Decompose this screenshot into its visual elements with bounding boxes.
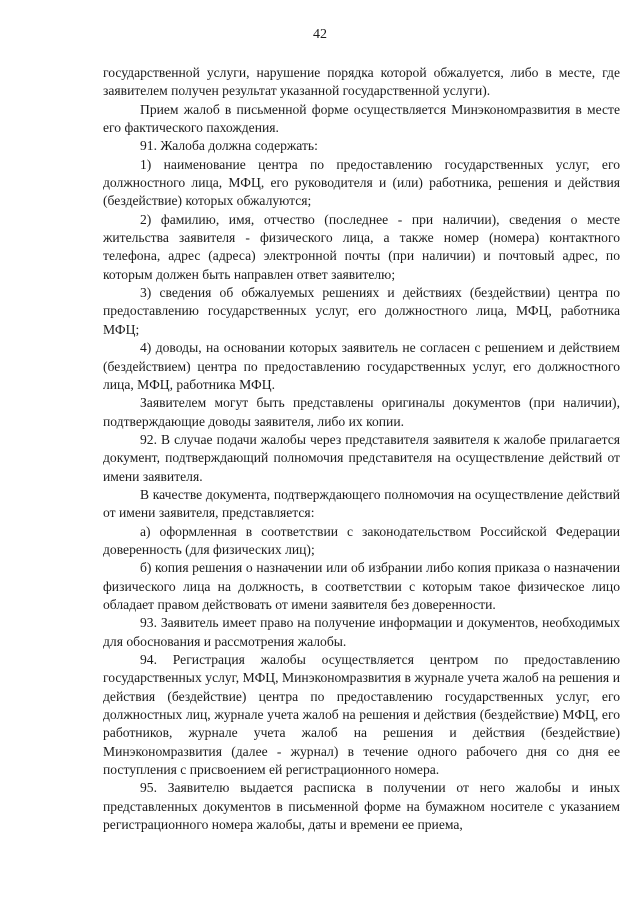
paragraph: Заявителем могут быть представлены оригиналы документов (при наличии), подтверждающие доводы заявителя, либо их копии. — [103, 395, 620, 429]
page-number: 42 — [313, 27, 327, 42]
list-item: б) копия решения о назначении или об избрании либо копия приказа о назначении физического лица на должность, в соответствии с которым такое физическое лицо обладает правом действовать от имени заявителя без доверенности. — [103, 560, 620, 612]
list-item: 4) доводы, на основании которых заявитель не согласен с решением и действием (бездействием) центра по предоставлению государственных услуг, его должностного лица, МФЦ, работника МФЦ. — [103, 340, 620, 392]
list-item: а) оформленная в соответствии с законодательством Российской Федерации доверенность (для физических лиц); — [103, 523, 620, 557]
paragraph-clause-95: 95. Заявителю выдается расписка в получении от него жалобы и иных представленных документов в письменной форме на бумажном носителе с указанием регистрационного номера жалобы, даты и времени ее приема, — [103, 780, 620, 833]
paragraph-clause-94: 94. Регистрация жалобы осуществляется центром по предоставлению государственных услуг, МФЦ, Минэкономразвития в журнале учета жалоб на решения и действия (бездействие) центра по предоставлению государственных услуг, его должностных лиц, журнале учета жалоб на решения и действия (бездействие) МФЦ, его работников, журнале учета жалоб на решения и действия (бездействие) Минэкономразвития (далее - журнал) в течение одного рабочего дня со дня ее поступления с присвоением ей регистрационного номера. — [103, 652, 620, 778]
list-item: 3) сведения об обжалуемых решениях и действиях (бездействии) центра по предоставлению государственных услуг, его должностного лица, МФЦ, работника МФЦ; — [103, 285, 620, 337]
paragraph-clause-91: 91. Жалоба должна содержать: — [140, 138, 318, 154]
paragraph: Прием жалоб в письменной форме осуществляется Минэкономразвития в месте его фактического пахождения. — [103, 101, 620, 136]
list-item: 1) наименование центра по предоставлению государственных услуг, его должностного лица, МФЦ, его руководителя и (или) работника, решения и действия (бездействие) которых обжалуются; — [103, 156, 620, 209]
paragraph-clause-93: 93. Заявитель имеет право на получение информации и документов, необходимых для обоснования и рассмотрения жалобы. — [103, 615, 620, 649]
paragraph-clause-92: 92. В случае подачи жалобы через представителя заявителя к жалобе прилагается документ, подтверждающий полномочия представителя на осуществление действий от имени заявителя. — [103, 431, 620, 484]
paragraph: В качестве документа, подтверждающего полномочия на осуществление действий от имени заявителя, представляется: — [103, 486, 620, 521]
list-item: 2) фамилию, имя, отчество (последнее - при наличии), сведения о месте жительства заявителя - физического лица, а также номер (номера) контактного телефона, адрес (адреса) электронной почты (при наличии) и почтовый адрес, по которым должен быть направлен ответ заявителю; — [103, 211, 620, 282]
document-body — [103, 64, 620, 834]
paragraph-continuation: государственной услуги, нарушение порядка которой обжалуется, либо в месте, где заявителем получен результат указанной государственной услуги). — [103, 65, 620, 99]
